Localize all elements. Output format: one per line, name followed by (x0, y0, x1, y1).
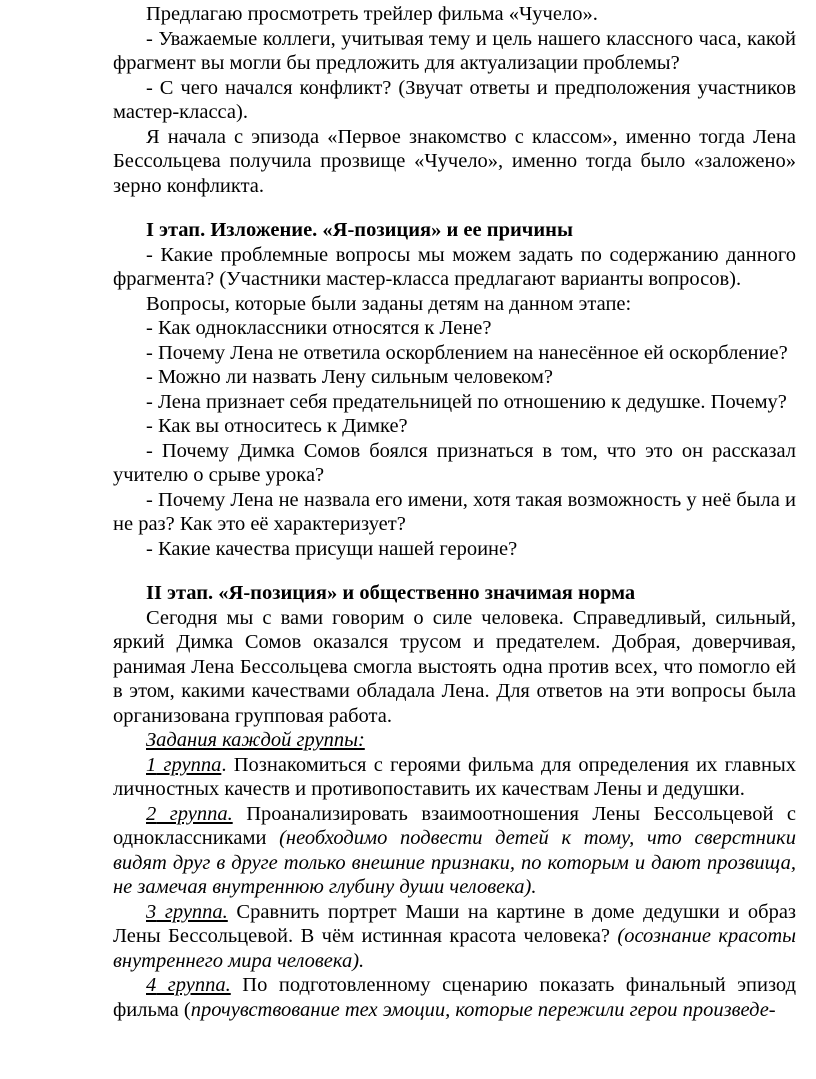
intro-paragraph-4: Я начала с эпизода «Первое знакомство с классом», именно тогда Лена Бессольцева получила прозвище «Чучело», именно тогда было «заложено» зерно конфликта. (113, 125, 796, 197)
stage1-question-intro: - Какие проблемные вопросы мы можем задать по содержанию данного фрагмента? (Участники мастер-класса предлагают варианты вопросов). (113, 243, 796, 290)
group-task-1 (113, 753, 796, 802)
list-item: - Почему Димка Сомов боялся признаться в том, что это он рассказал учителю о срыве урока? (113, 439, 796, 486)
stage2-heading: II этап. «Я-позиция» и общественно значимая норма (146, 582, 636, 604)
group-number: 4 (146, 974, 157, 996)
group-label: группа. (156, 974, 231, 996)
group-task-3 (113, 900, 796, 974)
group-label: группа. (156, 802, 233, 825)
group-task-2 (113, 802, 796, 900)
group-number: 1 (146, 753, 157, 776)
group-label: группа. (156, 900, 228, 923)
group-text: Познакомиться с героями фильма для определения их главных личностных качеств и противопоставить их качествам Лены и дедушки. (113, 753, 796, 800)
list-item: - Лена признает себя предательницей по отношению к дедушке. Почему? (146, 390, 787, 413)
list-item: - Какие качества присущи нашей героине? (146, 537, 518, 560)
intro-paragraph-2: - Уважаемые коллеги, учитывая тему и цель нашего классного часа, какой фрагмент вы могли бы предложить для актуализации проблемы? (113, 27, 796, 74)
group-text: Проанализировать взаимоотношения Лены Бессольцевой с одноклассниками (113, 802, 797, 849)
document-page (113, 2, 796, 1022)
list-item: - Почему Лена не назвала его имени, хотя такая возможность у неё была и не раз? Как это её характеризует? (113, 488, 796, 535)
list-item: - Можно ли назвать Лену сильным человеком? (146, 366, 553, 388)
tasks-title: Задания каждой группы: (146, 729, 365, 751)
tasks-title-line (113, 728, 796, 753)
group-note: (необходимо подвести детей к тому, что сверстники видят друг в друге только внешние признаки, по которым и дают прозвища, не замечая внутреннюю глубину души человека). (113, 827, 796, 898)
group-separator (231, 974, 243, 996)
group-number: 3 (146, 900, 157, 923)
group-separator (233, 803, 247, 825)
group-note: прочувствование тех эмоции, которые пережили герои произведе- (190, 998, 776, 1021)
list-item: - Почему Лена не ответила оскорблением на нанесённое ей оскорбление? (146, 341, 788, 364)
list-item: - Как одноклассники относятся к Лене? (146, 317, 492, 339)
intro-paragraph-1: Предлагаю просмотреть трейлер фильма «Чучело». (146, 3, 598, 25)
list-item: - Как вы относитесь к Димке? (146, 415, 408, 437)
group-separator: . (221, 753, 234, 776)
group-number: 2 (146, 802, 157, 825)
section-spacer (113, 561, 796, 581)
group-text: По подготовленному сценарию показать финальный эпизод фильма ( (113, 974, 797, 1021)
section-spacer (113, 198, 796, 218)
group-label: группа (156, 753, 222, 776)
stage2-body: Сегодня мы с вами говорим о силе человека. Справедливый, сильный, яркий Димка Сомов оказался трусом и предателем. Добрая, доверчивая, ранимая Лена Бессольцева смогла выстоять одна против всех, что помогло ей в этом, какими качествами обладала Лена. Для ответов на эти вопросы была организована групповая работа. (113, 606, 796, 727)
group-note: (осознание красоты внутреннего мира человека). (113, 925, 797, 972)
intro-paragraph-3: - С чего начался конфликт? (Звучат ответы и предположения участников мастер-класса). (113, 76, 796, 123)
stage1-question-list (113, 316, 796, 561)
stage1-lead: Вопросы, которые были заданы детям на данном этапе: (146, 292, 632, 315)
group-task-4 (113, 973, 796, 1022)
stage1-heading: I этап. Изложение. «Я-позиция» и ее причины (146, 219, 573, 241)
group-text: Сравнить портрет Маши на картине в доме дедушки и образ Лены Бессольцевой. В чём истинная красота человека? (113, 900, 797, 947)
